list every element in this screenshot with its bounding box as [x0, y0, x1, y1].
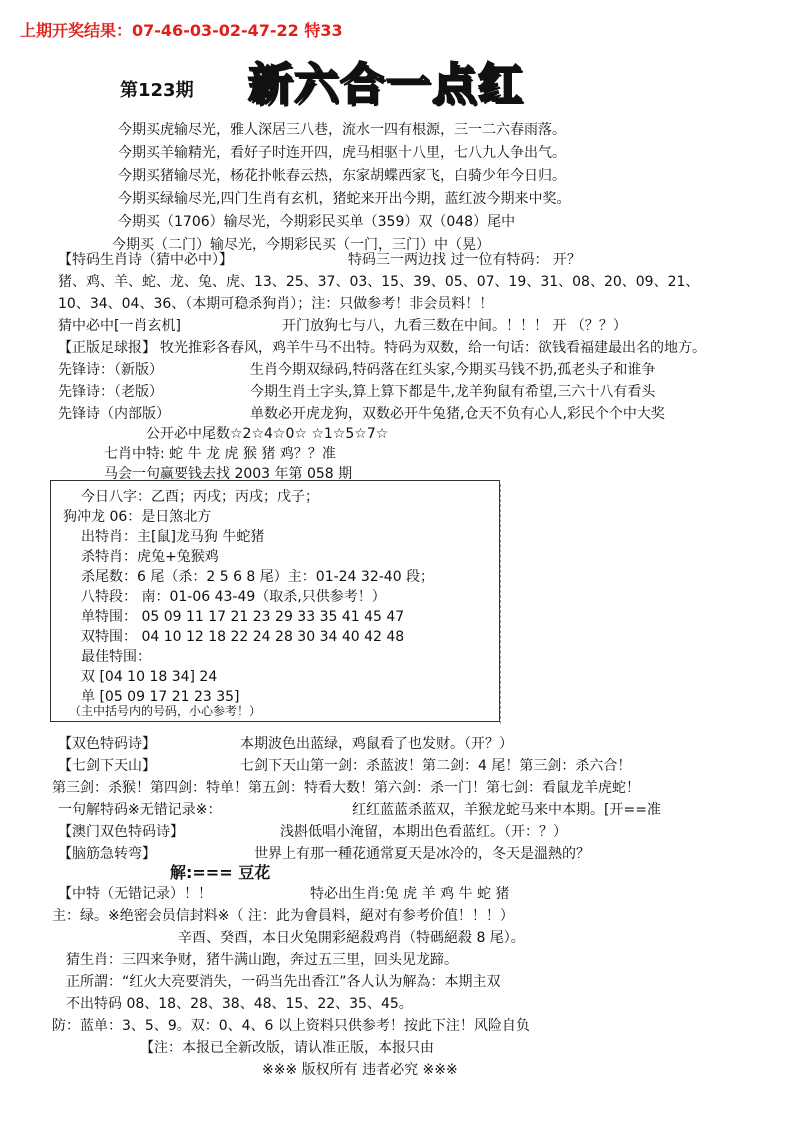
- football-text: 牧光推彩各春风，鸡羊牛马不出特。特码为双数，给一句话：欲钱看福建最出名的地方。: [160, 340, 706, 356]
- box-line: （主中括号内的号码，小心参考！）: [69, 704, 262, 718]
- numbers-line: 10、34、04、36、（本期可稳杀狗肖）；注：只做参考！非会员料！！: [58, 296, 494, 312]
- poem-line: 今期买绿输尽光,四门生肖有玄机，猪蛇来开出今期，蓝红波今期来中奖。: [118, 191, 571, 207]
- poem-line: 今期买羊输精光，看好子时连开四，虎马相驱十八里，七八九人争出气。: [118, 145, 566, 161]
- special-tag: 【中特（无错记录）！！: [58, 886, 212, 902]
- box-line: 单特围： 05 09 11 17 21 23 29 33 35 41 45 47: [81, 609, 405, 625]
- box-line: 出特肖：主[鼠]龙马狗 牛蛇猪: [81, 529, 265, 545]
- zodiac-poem-text: 特码三一两边找 过一位有特码： 开？: [348, 252, 581, 268]
- pioneer-tag: 先锋诗（内部版）: [58, 406, 170, 422]
- numbers-line: 猪、鸡、羊、蛇、龙、兔、虎、13、25、37、03、15、39、05、07、19、31、08、20、09、21、: [58, 274, 700, 290]
- box-line: 今日八字：乙酉；丙戌；丙戌；戊子；: [81, 489, 319, 505]
- section-text: 红红蓝蓝杀蓝双，羊猴龙蛇马来中本期。[开==准: [352, 802, 661, 818]
- pioneer-tag: 先锋诗：（老版）: [58, 384, 163, 400]
- issue-number: 第123期: [120, 80, 194, 101]
- box-line: 八特段： 南：01-06 43-49（取杀,只供参考！）: [81, 589, 386, 605]
- footer-note: 【注：本报已全新改版，请认准正版，本报只由: [140, 1040, 434, 1056]
- footer-copyright: ※※※ 版权所有 违者必究 ※※※: [262, 1062, 458, 1078]
- seven-zodiac: 七肖中特: 蛇 牛 龙 虎 猴 猪 鸡？？准: [104, 446, 336, 462]
- zodiac-poem-tag: 【特码生肖诗（猜中必中）】: [58, 252, 233, 268]
- pioneer-text: 生肖今期双绿码,特码落在红头家,今期买马钱不扔,孤老头子和谁争: [250, 362, 656, 378]
- section-tag: 【双色特码诗】: [58, 736, 156, 752]
- prev-result-label: 上期开奖结果：: [20, 21, 133, 40]
- special-line: 防：蓝单：3、5、9。双：0、4、6 以上资料只供参考！按此下注！风险自负: [52, 1018, 530, 1034]
- horse-line: 马会一句赢要钱去找 2003 年第 058 期: [104, 466, 353, 482]
- box-line: 单 [05 09 17 21 23 35]: [81, 689, 240, 705]
- section-tag: 【脑筋急转弯】: [58, 846, 156, 862]
- mystery-text: 开门放狗七与八，九看三数在中间。！！！ 开 （？？）: [282, 318, 627, 334]
- poem-line: 今期买（1706）输尽光，今期彩民买单（359）双（048）尾中: [118, 214, 516, 230]
- box-line: 双 [04 10 18 34] 24: [81, 669, 218, 685]
- pioneer-text: 单数必开虎龙狗，双数必开牛兔猪,仓天不负有心人,彩民个个中大奖: [250, 406, 665, 422]
- pioneer-tag: 先锋诗：（新版）: [58, 362, 163, 378]
- section-text: 浅斟低唱小淹留，本期出色看蓝红。（开：？）: [280, 824, 567, 840]
- special-line: 主：绿。※绝密会员信封料※（ 注：此为會員料，絕对有参考价值！！！）: [52, 908, 514, 924]
- poem-line: 今期买猪输尽光，杨花扑帐春云热，东家胡蝶西家飞，白骑少年今日归。: [118, 168, 566, 184]
- info-box: [50, 480, 500, 722]
- poem-line: 今期买（二门）输尽光，今期彩民买（一门，三门）中（晃）: [112, 237, 490, 253]
- box-line: 双特围： 04 10 12 18 22 24 28 30 34 40 42 48: [81, 629, 405, 645]
- section-tag: 【澳门双色特码诗】: [58, 824, 184, 840]
- section-text: 世界上有那一種花通常夏天是冰冷的，冬天是溫熱的？: [254, 846, 590, 862]
- section-tag: 一句解特码※无错记录※：: [58, 802, 222, 818]
- special-line: 正所謂：“红火大亮要消失，一码当先出香江”各人认为解為：本期主双: [66, 974, 501, 990]
- box-line: 狗冲龙 06：是日煞北方: [63, 509, 212, 525]
- prev-result: [20, 18, 343, 41]
- page-title: 新六合一点红: [248, 59, 524, 110]
- special-line: 不出特码 08、18、28、38、48、15、22、35、45。: [66, 996, 413, 1012]
- dashed-divider: [500, 484, 501, 724]
- football-tag: 【正版足球报】: [58, 340, 156, 356]
- section-text: 第三剑：杀猴！第四剑：特单！第五剑：特看大数！第六剑：杀一门！第七剑：看鼠龙羊虎蛇！: [52, 780, 640, 796]
- special-text: 特必出生肖:兔 虎 羊 鸡 牛 蛇 猪: [310, 886, 510, 902]
- box-line: 最佳特围：: [81, 649, 151, 665]
- special-line: 辛酉、癸酉，本日火兔開彩絕殺鸡肖（特碼絕殺 8 尾）。: [178, 930, 525, 946]
- prev-result-value: 07-46-03-02-47-22 特33: [132, 21, 343, 40]
- mystery-tag: 猜中必中[一肖玄机]: [58, 318, 181, 334]
- section-text: 本期波色出蓝绿，鸡鼠看了也发财。（开？）: [240, 736, 513, 752]
- box-line: 杀特肖：虎兔+兔猴鸡: [81, 549, 219, 565]
- section-tag: 【七剑下天山】: [58, 758, 156, 774]
- section-text: 七剑下天山第一剑：杀蓝波！第二剑：4 尾！第三剑：杀六合！: [240, 758, 632, 774]
- poem-line: 今期买虎输尽光，雅人深居三八巷，流水一四有根源，三一二六春雨落。: [118, 122, 566, 138]
- pioneer-text: 今期生肖土字头,算上算下都是牛,龙羊狗鼠有希望,三六十八有看头: [250, 384, 656, 400]
- tail-numbers: 公开必中尾数☆2☆4☆0☆ ☆1☆5☆7☆: [146, 426, 389, 442]
- special-line: 猜生肖：三四来争财，猪牛满山跑，奔过五三里，回头见龙蹄。: [66, 952, 458, 968]
- riddle-answer: 解:=== 豆花: [170, 863, 271, 882]
- box-line: 杀尾数：6 尾（杀：2 5 6 8 尾）主：01-24 32-40 段；: [81, 569, 435, 585]
